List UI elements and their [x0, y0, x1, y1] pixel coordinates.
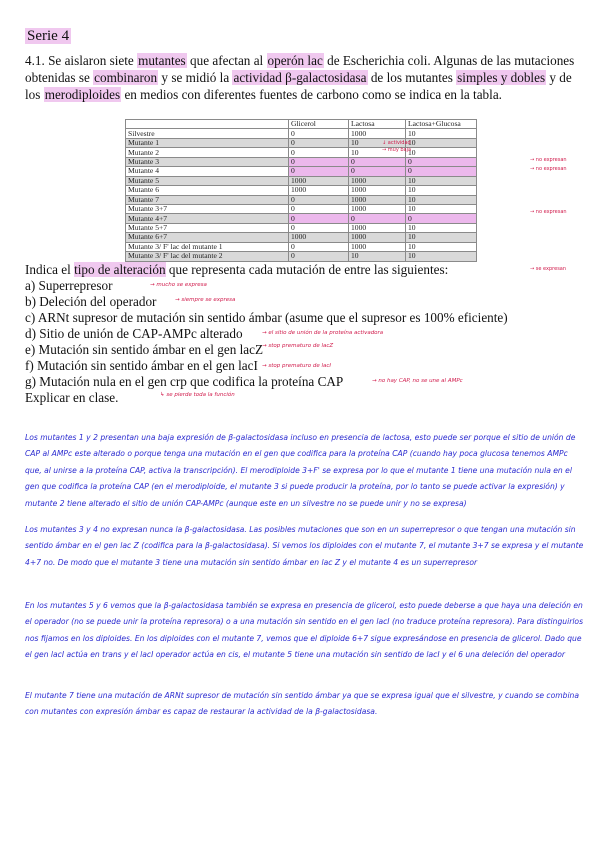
- row-label: Mutante 1: [126, 138, 289, 147]
- row-label: Mutante 3: [126, 157, 289, 166]
- note-f: → stop prematuro de lacI: [262, 363, 332, 369]
- table-row: [126, 233, 477, 242]
- row-label: Mutante 4: [126, 167, 289, 176]
- table-cell: 10: [406, 204, 477, 213]
- table-cell: 0: [289, 242, 349, 251]
- table-cell: 0: [289, 214, 349, 223]
- table-cell: 1000: [349, 204, 406, 213]
- table-row: [126, 167, 477, 176]
- table-cell: 10: [406, 148, 477, 157]
- table-row: [126, 252, 477, 261]
- hl-tipo: tipo de alteración: [74, 262, 166, 277]
- handwritten-paragraph-1: Los mutantes 1 y 2 presentan una baja expresión de β-galactosidasa incluso en presencia de lactosa, esto puede ser porque el sitio de unión de CAP al AMPc este alterado o porque tenga una mutación en el gen que codifica para la proteína CAP (cuando hay poca glucosa tenemos AMPc que, al unirse a la proteína CAP, activa la transcripción). El merodiploide 3+F' se expresa por lo que el mutante 1 tiene una mutación nula en el gen que codifica la proteína CAP (en el merodiploide, el mutante 3 si puede producir la proteína, por lo tanto se puede activar la expresión) y mutante 2 tiene alterado el sitio de unión CAP-AMPc (aunque este en un silvestre no se puede unir y no se expresa): [25, 433, 576, 508]
- table-cell: 1000: [289, 176, 349, 185]
- annotation-6: → se expresan: [530, 266, 567, 272]
- note-b: → siempre se expresa: [175, 297, 236, 303]
- row-label: Mutante 3+7: [126, 204, 289, 213]
- annotation-2: → muy baja: [382, 147, 412, 153]
- table-cell: 10: [406, 242, 477, 251]
- handwritten-paragraph-2: Los mutantes 3 y 4 no expresan nunca la β-galactosidasa. Las posibles mutaciones que son en un superrepresor o que tengan una mutación sin sentido ámbar en el gen lac Z (codifica para la β-galactosidasa). Si vemos los diploides con el mutante 7, el mutante 3+7 se expresa y el mutante 4+7 no. De modo que el mutante 3 tiene una mutación sin sentido ámbar en lac Z y el mutante 4 es un superrepresor: [25, 525, 584, 567]
- table-cell: 10: [349, 138, 406, 147]
- note-g: → no hay CAP, no se une al AMPc: [372, 378, 463, 384]
- option-e: e) Mutación sin sentido ámbar en el gen lacZ: [25, 342, 264, 357]
- table-row: [126, 186, 477, 195]
- table-cell: 10: [349, 252, 406, 261]
- table-row: [126, 214, 477, 223]
- option-c: c) ARNt supresor de mutación sin sentido ámbar (asume que el supresor es 100% eficiente): [25, 310, 508, 325]
- row-label: Silvestre: [126, 129, 289, 138]
- annotation-4: → no expresan: [530, 166, 567, 172]
- table-cell: 10: [406, 138, 477, 147]
- hl-combinaron: combinaron: [94, 70, 158, 85]
- table-cell: 1000: [349, 242, 406, 251]
- table-header-cell: [126, 120, 289, 129]
- table-cell: 10: [406, 233, 477, 242]
- table-cell: 0: [289, 195, 349, 204]
- table-cell: 0: [406, 167, 477, 176]
- option-b: b) Deleción del operador: [25, 294, 157, 309]
- handwritten-paragraph-4: El mutante 7 tiene una mutación de ARNt supresor de mutación sin sentido ámbar ya que se expresa igual que el silvestre, y cuando se combina con mutantes con expresión ámbar es capaz de restaurar la actividad de la β-galactosidasa.: [25, 691, 580, 717]
- row-label: Mutante 3/ F' lac del mutante 2: [126, 252, 289, 261]
- question-lead: Indica el tipo de alteración que representa cada mutación de entre las siguientes:: [25, 262, 449, 277]
- option-a: a) Superrepresor: [25, 278, 113, 293]
- table-cell: 1000: [349, 176, 406, 185]
- table-cell: 10: [406, 129, 477, 138]
- table-cell: 10: [406, 186, 477, 195]
- row-label: Mutante 6: [126, 186, 289, 195]
- table-cell: 1000: [349, 195, 406, 204]
- table-row: [126, 176, 477, 185]
- note-x: ↳ se pierde toda la función: [160, 392, 235, 398]
- note-e: → stop prematuro de lacZ: [262, 343, 334, 349]
- options-list: [25, 278, 585, 406]
- table-row: [126, 204, 477, 213]
- note-d: → el sitio de unión de la proteína activadora: [262, 330, 384, 336]
- intro-paragraph: 4.1. Se aislaron siete mutantes que afectan al operón lac de Escherichia coli. Algunas de las mutaciones obtenidas se combinaron y se midió la actividad β-galactosidasa de los mutantes simples y dobles y de los merodiploides en medios con diferentes fuentes de carbono como se indica en la tabla.: [25, 53, 575, 102]
- table-cell: 1000: [349, 129, 406, 138]
- row-label: Mutante 5+7: [126, 223, 289, 232]
- explain-text: Explicar en clase.: [25, 390, 119, 405]
- table-row: [126, 242, 477, 251]
- table-cell: 1000: [349, 223, 406, 232]
- table-cell: 10: [406, 223, 477, 232]
- hl-simples: simples y dobles: [457, 70, 546, 85]
- table-header-cell: Lactosa: [349, 120, 406, 129]
- data-table: [125, 119, 477, 262]
- option-f: f) Mutación sin sentido ámbar en el gen lacI: [25, 358, 258, 373]
- option-g: g) Mutación nula en el gen crp que codifica la proteína CAP: [25, 374, 344, 389]
- table-cell: 1000: [289, 186, 349, 195]
- table-cell: 0: [289, 138, 349, 147]
- table-row: [126, 138, 477, 147]
- table-cell: 0: [289, 129, 349, 138]
- row-label: Mutante 2: [126, 148, 289, 157]
- row-label: Mutante 3/ F' lac del mutante 1: [126, 242, 289, 251]
- table-row: [126, 129, 477, 138]
- table-row: [126, 195, 477, 204]
- annotation-1: ↓ actividad: [382, 140, 411, 146]
- table-header-cell: Lactosa+Glucosa: [406, 120, 477, 129]
- table-cell: 0: [289, 167, 349, 176]
- table-cell: 10: [406, 252, 477, 261]
- table-row: [126, 157, 477, 166]
- table-header-cell: Glicerol: [289, 120, 349, 129]
- handwritten-paragraph-3: En los mutantes 5 y 6 vemos que la β-galactosidasa también se expresa en presencia de glicerol, esto puede deberse a que haya una deleción en el operador (no se puede unir la proteína represora) o a una mutación sin sentido en el gen lacI (no traduce proteína represora). Para distinguirlos nos fijamos en los diploides. En los diploides con el mutante 7, vemos que el diploide 6+7 sigue expresándose en presencia de glicerol. Dado que el gen lacI actúa en trans y el lacI operador actúa en cis, el mutante 5 tiene una mutación sin sentido de lacI y el 6 una deleción del operador: [25, 601, 584, 660]
- table-row: [126, 148, 477, 157]
- page-title: Serie 4: [27, 28, 70, 44]
- hl-actividad: actividad β-galactosidasa: [233, 70, 367, 85]
- option-d: d) Sitio de unión de CAP-AMPc alterado: [25, 326, 243, 341]
- table-cell: 0: [349, 214, 406, 223]
- row-label: Mutante 5: [126, 176, 289, 185]
- table-row: [126, 223, 477, 232]
- table-cell: 0: [289, 204, 349, 213]
- note-a: → mucho se expresa: [150, 282, 207, 288]
- table-cell: 0: [349, 167, 406, 176]
- annotation-3: → no expresan: [530, 157, 567, 163]
- table-cell: 0: [406, 157, 477, 166]
- table-cell: 10: [406, 195, 477, 204]
- hl-operon: operón lac: [267, 53, 323, 68]
- table-cell: 1000: [349, 186, 406, 195]
- annotation-5: → no expresan: [530, 209, 567, 215]
- table-cell: 0: [289, 223, 349, 232]
- table-cell: 0: [406, 214, 477, 223]
- table-cell: 10: [406, 176, 477, 185]
- row-label: Mutante 4+7: [126, 214, 289, 223]
- table-cell: 0: [289, 252, 349, 261]
- row-label: Mutante 7: [126, 195, 289, 204]
- hl-merodiploides: merodiploides: [44, 87, 121, 102]
- table-cell: 1000: [289, 233, 349, 242]
- row-label: Mutante 6+7: [126, 233, 289, 242]
- table-cell: 0: [289, 148, 349, 157]
- table-cell: 0: [289, 157, 349, 166]
- hl-mutantes: mutantes: [138, 53, 186, 68]
- table-header-row: [126, 120, 477, 129]
- table-cell: 0: [349, 157, 406, 166]
- table-cell: 10: [349, 148, 406, 157]
- table-cell: 1000: [349, 233, 406, 242]
